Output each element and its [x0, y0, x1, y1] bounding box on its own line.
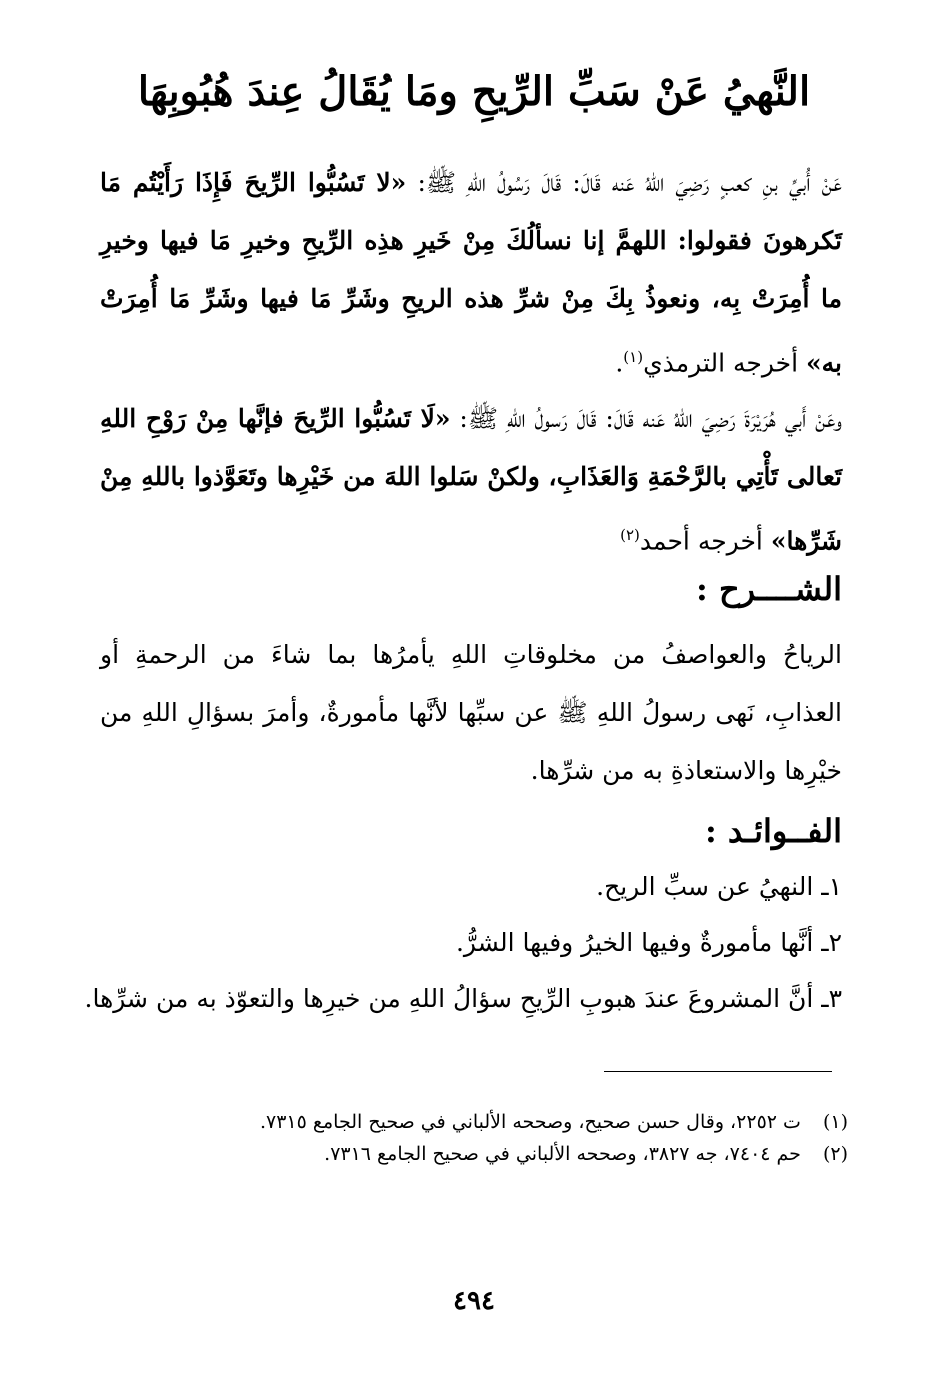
fawaid-item: ١ـ النهيُ عن سبِّ الريح. — [596, 872, 842, 901]
sharh-heading: الشــــرح : — [696, 570, 842, 608]
hadith-ubayy-source: أخرجه الترمذي — [643, 348, 799, 378]
hadith-abu-hurayra-intro: وعَنْ أَبي هُرَيْرَةَ رَضِيَ اللهُ عَنه قَالَ: قَالَ رَسولُ اللهِ ﷺ: — [459, 404, 843, 433]
footnote-ref-1: (١) — [623, 348, 644, 366]
hadith-abu-hurayra-text: «لَا تَسُبُّوا الرِّيحَ فإنَّها مِنْ رَوْحِ اللهِ تَعالى تَأْتِي بالرَّحْمَةِ وَالعَذَابِ، ولكنْ سَلوا اللهَ من خَيْرِها وتَعَوَّذوا باللهِ مِنْ شَرِّها» — [100, 404, 842, 556]
footnote-2 — [100, 1138, 848, 1170]
hadith-ubayy: عَنْ أُبيِّ بنِ كعبٍ رَضِيَ اللهُ عَنه قَالَ: قَالَ رَسُولُ اللهِ ﷺ: «لا تَسُبُّوا الرِّيحَ فَإِذَا رَأَيْتُم مَا تَكرهونَ فقولوا: اللهمَّ إنا نسألُكَ مِنْ خَيرِ هذِه الرِّيحِ وخيرِ مَا فيها وخيرِ ما أُمِرَتْ بِه، ونعوذُ بِكَ مِنْ شرِّ هذه الريحِ وشَرِّ مَا فيها وشَرِّ مَا أُمِرَتْ به» أخرجه الترمذي$^{(١)}$. — [100, 168, 842, 378]
fawaid-heading: الفــوائـد : — [704, 812, 842, 850]
hadith-ubayy-intro: عَنْ أُبيِّ بنِ كعبٍ رَضِيَ اللهُ عَنه قَالَ: قَالَ رَسُولُ اللهِ ﷺ: — [417, 168, 842, 197]
footnote-1-mark: (١) — [822, 1111, 848, 1133]
hadith-abu-hurayra — [100, 390, 842, 570]
footnote-2-mark: (٢) — [822, 1143, 848, 1165]
hadith-ubayy-text: «لا تَسُبُّوا الرِّيحَ فَإِذَا رَأَيْتُم مَا تَكرهونَ فقولوا: اللهمَّ إنا نسألُكَ مِنْ خَيرِ هذِه الرِّيحِ وخيرِ مَا فيها وخيرِ ما أُمِرَتْ بِه، ونعوذُ بِكَ مِنْ شرِّ هذه الريحِ وشَرِّ مَا فيها وشَرِّ مَا أُمِرَتْ به» — [100, 168, 842, 378]
fawaid-item: ٣ـ أنَّ المشروعَ عندَ هبوبِ الرِّيحِ سؤالُ اللهِ من خيرِها والتعوّذ به من شرِّها. — [84, 984, 842, 1013]
hadith-abu-hurayra-source: أخرجه أحمد — [639, 526, 763, 556]
footnote-2-text: حم ٧٤٠٤، جه ٣٨٢٧، وصححه الألباني في صحيح الجامع ٧٣١٦. — [324, 1143, 801, 1165]
page-number: ٤٩٤ — [453, 1286, 495, 1316]
sharh-text: الرياحُ والعواصفُ من مخلوقاتِ اللهِ يأمرُها بما شاءَ من الرحمةِ أو العذابِ، نَهى رسولُ اللهِ ﷺ عن سبِّها لأنَّها مأمورةٌ، وأمرَ بسؤالِ اللهِ من خيْرِها والاستعاذةِ به من شرِّها. — [100, 640, 842, 785]
footnote-1-text: ت ٢٢٥٢، وقال حسن صحيح، وصححه الألباني في صحيح الجامع ٧٣١٥. — [259, 1111, 801, 1133]
footnote-ref-2: (٢) — [620, 526, 640, 544]
page-title: النَّهيُ عَنْ سَبِّ الرِّيحِ ومَا يُقَالُ عِندَ هُبُوبِهَا — [137, 68, 811, 115]
footnote-1 — [100, 1106, 848, 1138]
fawaid-item: ٢ـ أنَّها مأمورةٌ وفيها الخيرُ وفيها الشرُّ. — [455, 928, 842, 957]
footnote-separator — [604, 1071, 832, 1072]
